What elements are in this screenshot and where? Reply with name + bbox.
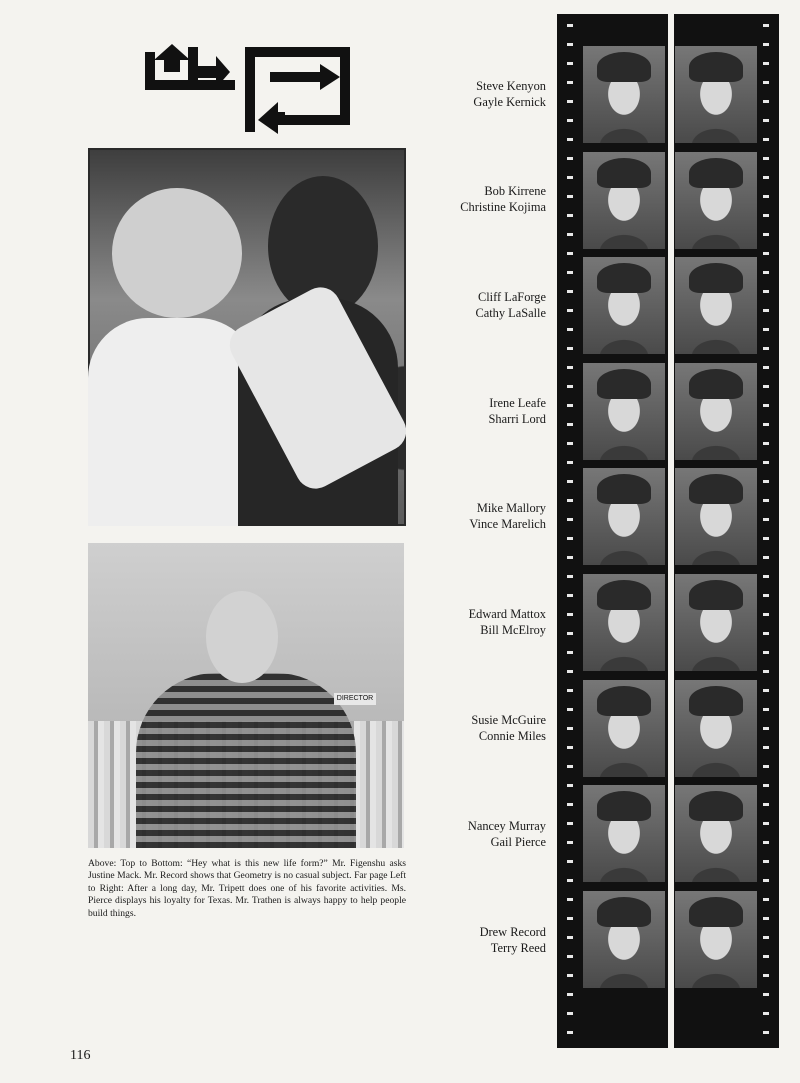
film-divider (668, 14, 674, 1048)
portrait-photo (675, 468, 757, 565)
name-pair-4 (346, 396, 546, 427)
portrait-hair (689, 369, 743, 399)
portrait-photo (675, 891, 757, 988)
arrow-maze-logo (140, 42, 355, 134)
portrait-hair (597, 686, 651, 716)
name-pair-1 (346, 79, 546, 110)
portrait-hair (689, 158, 743, 188)
name-right: Bill McElroy (480, 622, 546, 637)
portrait-hair (689, 791, 743, 821)
portrait-photo (675, 574, 757, 671)
name-pair-6 (346, 607, 546, 638)
portrait-hair (689, 52, 743, 82)
film-sprocket-right (763, 14, 769, 1048)
name-pair-2 (346, 184, 546, 215)
film-sprocket-left (567, 14, 573, 1048)
portrait-photo (675, 152, 757, 249)
portrait-photo (583, 257, 665, 354)
name-right: Gail Pierce (490, 834, 546, 849)
portrait-photo (583, 363, 665, 460)
portrait-hair (597, 263, 651, 293)
portrait-photo (583, 680, 665, 777)
film-strip (557, 14, 779, 1048)
portrait-photo (583, 785, 665, 882)
portrait-hair (597, 580, 651, 610)
name-left: Cliff LaForge (477, 290, 546, 304)
portrait-photo (583, 891, 665, 988)
name-left: Drew Record (479, 925, 546, 939)
portrait-photo (583, 574, 665, 671)
portrait-hair (597, 791, 651, 821)
name-left: Steve Kenyon (476, 79, 546, 93)
portrait-hair (597, 369, 651, 399)
name-left: Irene Leafe (489, 396, 546, 410)
portrait-photo (675, 363, 757, 460)
name-right: Gayle Kernick (473, 94, 546, 109)
name-left: Mike Mallory (476, 501, 546, 515)
name-pair-3 (346, 290, 546, 321)
portrait-hair (689, 686, 743, 716)
portrait-hair (689, 897, 743, 927)
plaid-shirt (136, 673, 356, 848)
portrait-photo (675, 257, 757, 354)
name-right: Christine Kojima (460, 199, 546, 214)
portrait-hair (597, 474, 651, 504)
name-left: Nancey Murray (467, 819, 546, 833)
name-right: Cathy LaSalle (475, 305, 546, 320)
director-sign: DIRECTOR (334, 693, 376, 705)
portrait-photo (675, 680, 757, 777)
portrait-photo (583, 46, 665, 143)
portrait-photo (583, 152, 665, 249)
name-left: Edward Mattox (468, 607, 546, 621)
name-right: Connie Miles (478, 728, 546, 743)
portrait-hair (597, 158, 651, 188)
portrait-hair (689, 580, 743, 610)
portrait-hair (597, 897, 651, 927)
teacher-head (112, 188, 242, 318)
director-photo (88, 543, 404, 848)
name-pair-9 (346, 925, 546, 956)
page-number: 116 (70, 1048, 91, 1063)
portrait-photo (675, 785, 757, 882)
name-left: Bob Kirrene (484, 184, 546, 198)
portrait-photo (583, 468, 665, 565)
name-right: Sharri Lord (488, 411, 546, 426)
portrait-hair (597, 52, 651, 82)
name-right: Terry Reed (490, 940, 546, 955)
photo-caption: Above: Top to Bottom: “Hey what is this new life form?” Mr. Figenshu asks Justine Mack. Mr. Record shows that Geometry is no casual subject. Far page Left to Right: After a long day, Mr. Tripett does one of his favorite activities. Ms. Pierce displays his loyalty for Texas. Mr. Trathen is always happy to help people build things. (88, 858, 406, 919)
portrait-hair (689, 263, 743, 293)
name-pair-8 (346, 819, 546, 850)
name-pair-5 (346, 501, 546, 532)
portrait-photo (675, 46, 757, 143)
name-left: Susie McGuire (471, 713, 546, 727)
name-right: Vince Marelich (469, 516, 546, 531)
man-face (206, 591, 278, 683)
portrait-hair (689, 474, 743, 504)
name-pair-7 (346, 713, 546, 744)
